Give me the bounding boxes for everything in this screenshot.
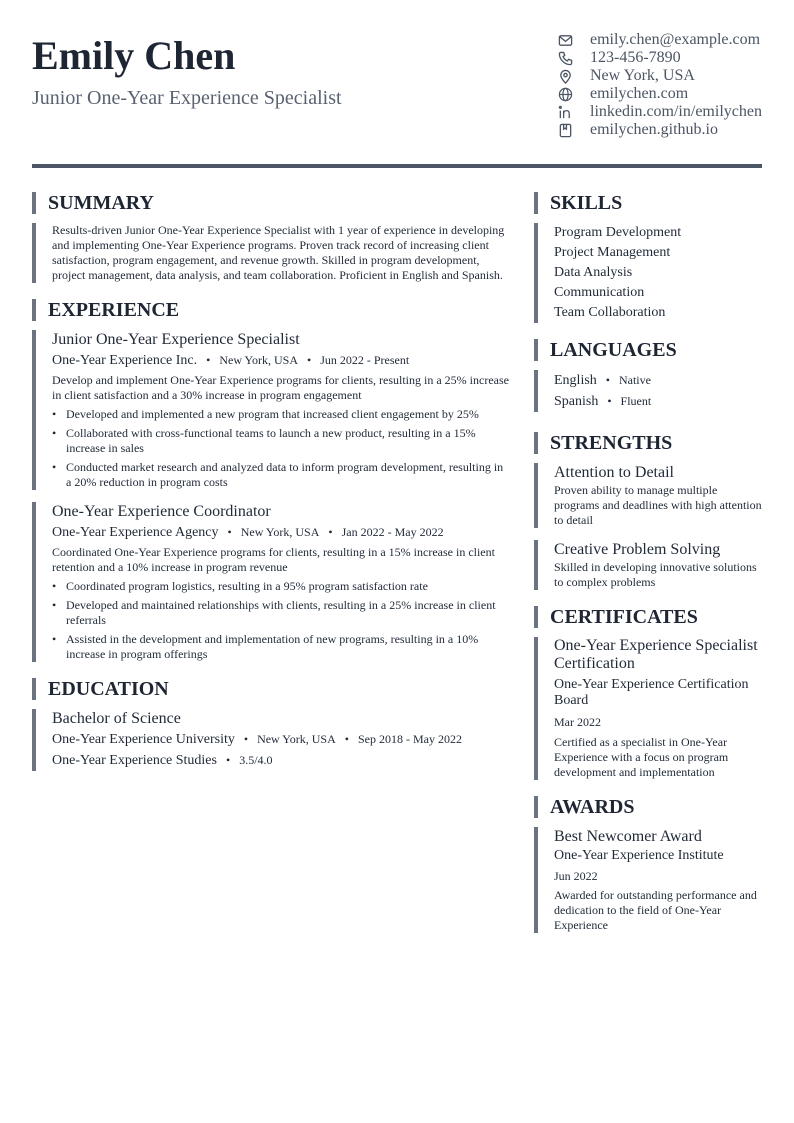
strengths-heading: STRENGTHS [534,432,762,454]
award-title: Best Newcomer Award [554,828,702,845]
skill-item: Program Development [554,225,682,240]
github-icon [556,121,574,139]
contact-website-text: emilychen.com [590,85,689,102]
contact-linkedin[interactable] [556,103,766,121]
job-bullets [52,579,510,662]
award-issuer: One-Year Experience Institute [554,848,724,863]
job-bullets [52,407,510,490]
candidate-title: Junior One-Year Experience Specialist [32,87,342,109]
globe-icon [556,85,574,103]
awards-heading: AWARDS [534,796,762,818]
language-item: English • Native [554,373,651,388]
language-level: Fluent [620,394,652,408]
contact-website[interactable] [556,85,766,103]
summary-heading: SUMMARY [32,192,510,214]
skill-item: Team Collaboration [554,305,666,320]
candidate-name: Emily Chen [32,33,236,78]
skills-block [534,223,762,323]
strength-entry [534,540,762,590]
strength-text: Proven ability to manage multiple programs and deadlines with high attention to detail [554,483,762,527]
strength-text: Skilled in developing innovative solutions to complex problems [554,560,757,589]
education-field: One-Year Experience Studies [52,753,217,768]
job-company: One-Year Experience Agency [52,525,219,540]
job-dates: Jun 2022 - Present [320,353,410,367]
contact-linkedin-text: linkedin.com/in/emilychen [590,103,762,120]
award-entry [534,827,762,933]
award-date: Jun 2022 [554,869,598,883]
strength-title: Creative Problem Solving [554,541,721,558]
contact-location [556,67,766,85]
job-meta: One-Year Experience Inc. • New York, USA • Jun 2022 - Present [52,353,410,368]
job-entry [32,330,510,490]
email-icon [556,31,574,49]
job-description: Coordinated One-Year Experience programs for clients, resulting in a 15% increase in client retention and a 10% increase in program revenue [52,545,495,574]
strength-entry [534,463,762,528]
certificate-issuer: One-Year Experience Certification Board [554,677,749,708]
job-bullet: • Collaborated with cross-functional teams to launch a new product, resulting in a 15% increase in sales [66,426,510,456]
phone-icon [556,49,574,67]
contact-phone[interactable] [556,49,766,67]
skill-item: Project Management [554,245,671,260]
skill-item: Communication [554,285,645,300]
certificate-entry [534,637,762,780]
summary-block [32,223,510,283]
job-bullet: • Developed and maintained relationships with clients, resulting in a 25% increase in client referrals [66,598,510,628]
certificate-date: Mar 2022 [554,715,601,729]
education-gpa: 3.5/4.0 [239,753,273,767]
language-name: Spanish [554,394,599,409]
job-location: New York, USA [240,525,320,539]
language-level: Native [618,373,651,387]
right-column [534,192,762,933]
education-field-row: One-Year Experience Studies • 3.5/4.0 [52,753,273,768]
location-icon [556,67,574,85]
job-meta: One-Year Experience Agency • New York, USA • Jan 2022 - May 2022 [52,525,444,540]
job-bullet: • Coordinated program logistics, resulting in a 95% program satisfaction rate [66,579,510,594]
contact-email-text: emily.chen@example.com [590,31,761,48]
language-item: Spanish • Fluent [554,394,652,409]
certificate-text: Certified as a specialist in One-Year Experience with a focus on program development and implementation [554,735,729,779]
contact-email[interactable] [556,31,766,49]
languages-heading: LANGUAGES [534,339,762,361]
skills-heading: SKILLS [534,192,762,214]
education-dates: Sep 2018 - May 2022 [357,732,462,746]
language-name: English [554,373,597,388]
header-divider [32,164,762,168]
education-heading: EDUCATION [32,678,510,700]
education-location: New York, USA [257,732,336,746]
skill-item: Data Analysis [554,265,633,280]
contact-github[interactable] [556,121,766,139]
job-title: Junior One-Year Experience Specialist [52,331,300,348]
job-bullet: • Conducted market research and analyzed data to inform program development, resulting in a 20% reduction in program costs [66,460,510,490]
contact-github-text: emilychen.github.io [590,121,718,138]
job-description: Develop and implement One-Year Experience programs for clients, resulting in a 25% increase in client satisfaction and a 30% increase in program engagement [52,373,509,402]
job-bullet: • Developed and implemented a new program that increased client engagement by 25% [66,407,510,422]
strength-title: Attention to Detail [554,464,674,481]
education-meta: One-Year Experience University • New York, USA • Sep 2018 - May 2022 [52,732,462,747]
languages-block [534,370,762,412]
summary-text: Results-driven Junior One-Year Experience Specialist with 1 year of experience in developing and implementing One-Year Experience programs. Proven track record of increasing client satisfaction, program engagement, and revenue growth. Skilled in program development, project management, data analysis, and team collaboration. Proficient in English and Spanish. [52,223,505,282]
education-degree: Bachelor of Science [52,710,181,727]
job-title: One-Year Experience Coordinator [52,503,271,520]
job-bullet: • Assisted in the development and implementation of new programs, resulting in a 10% increase in program offerings [66,632,510,662]
certificates-heading: CERTIFICATES [534,606,762,628]
job-location: New York, USA [219,353,299,367]
job-entry [32,502,510,662]
award-text: Awarded for outstanding performance and dedication to the field of One-Year Experience [554,888,757,932]
contact-list [556,31,766,139]
education-school: One-Year Experience University [52,732,235,747]
education-block [32,709,510,771]
linkedin-icon [556,103,574,121]
certificate-title: One-Year Experience Specialist Certification [554,637,758,672]
left-column [32,192,510,771]
experience-heading: EXPERIENCE [32,299,510,321]
job-dates: Jan 2022 - May 2022 [341,525,444,539]
job-company: One-Year Experience Inc. [52,353,198,368]
contact-phone-text: 123-456-7890 [590,49,681,66]
contact-location-text: New York, USA [590,67,695,84]
